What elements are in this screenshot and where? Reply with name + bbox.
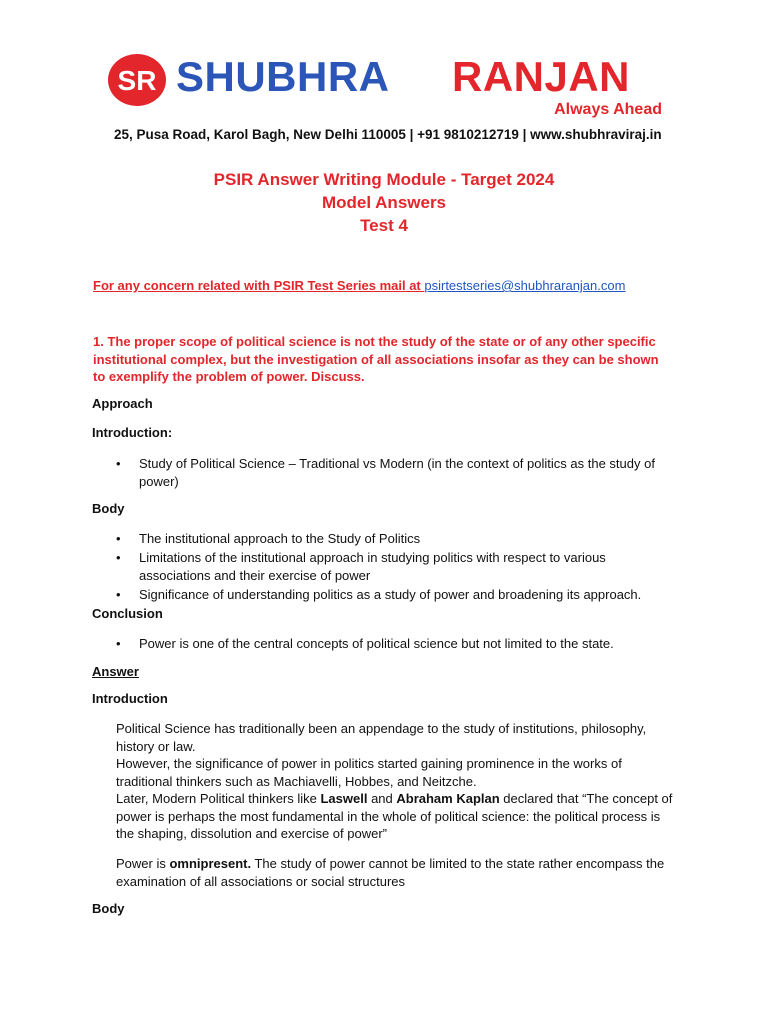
answer-introduction-text (116, 720, 676, 843)
paragraph-4: Power is omnipresent. The study of power cannot be limited to the state rather encompass the examination of all associations or social structures (116, 856, 665, 889)
answer-introduction-heading: Introduction (92, 691, 168, 706)
approach-body-heading: Body (92, 501, 125, 516)
contact-address: 25, Pusa Road, Karol Bagh, New Delhi 110005 | +91 9810212719 | www.shubhraviraj.in (114, 127, 662, 142)
bullet-text: Significance of understanding politics as a study of power and broadening its approach. (139, 587, 642, 602)
introduction-bullet-list (116, 455, 676, 491)
paragraph-1: Political Science has traditionally been an appendage to the study of institutions, philosophy, history or law. (116, 721, 647, 754)
body-bullet-list (116, 530, 676, 604)
answer-body-heading: Body (92, 901, 125, 916)
bullet-text: Limitations of the institutional approach in studying politics with respect to various associations and their exercise of power (139, 550, 606, 583)
bullet-icon: • (116, 636, 121, 651)
title-line-1: PSIR Answer Writing Module - Target 2024 (213, 170, 555, 189)
approach-conclusion-heading: Conclusion (92, 606, 163, 621)
bullet-icon: • (116, 550, 121, 565)
brand-name-second: RANJAN (452, 53, 631, 100)
brand-name-first: SHUBHRA (176, 53, 390, 100)
title-line-2: Model Answers (321, 193, 447, 212)
bullet-icon: • (116, 587, 121, 602)
concern-text: For any concern related with PSIR Test Series mail at (93, 278, 425, 293)
question-text: 1. The proper scope of political science is not the study of the state or of any other specific institutional complex, but the investigation of all associations insofar as they can be shown to exemplify the problem of power. Discuss. (93, 334, 659, 384)
approach-introduction-heading: Introduction: (92, 425, 173, 440)
thinker-name-kaplan: Abraham Kaplan (396, 791, 500, 806)
bullet-icon: • (116, 456, 121, 471)
omnipresent-emphasis: omnipresent. (169, 856, 252, 871)
bullet-icon: • (116, 531, 121, 546)
paragraph-2: However, the significance of power in politics started gaining prominence in the works of traditional thinkers such as Machiavelli, Hobbes, and Neitzche. (116, 756, 622, 789)
logo-letters: SR (117, 65, 157, 96)
list-item (116, 586, 676, 604)
email-link[interactable]: psirtestseries@shubhraranjan.com (424, 278, 626, 293)
conclusion-bullet-list (116, 635, 676, 653)
document-title (0, 168, 768, 237)
sr-logo-mark (108, 54, 166, 106)
thinker-name-laswell: Laswell (320, 791, 368, 806)
list-item (116, 549, 676, 585)
list-item (116, 455, 676, 491)
paragraph-3: Later, Modern Political thinkers like Laswell and Abraham Kaplan declared that “The concept of power is perhaps the most fundamental in the whole of political science: the political process is the shaping, dissolution and exercise of power” (116, 791, 673, 841)
title-line-3: Test 4 (360, 216, 408, 235)
answer-heading: Answer (92, 664, 139, 679)
brand-logo (108, 50, 668, 120)
list-item (116, 530, 676, 548)
list-item (116, 635, 676, 653)
brand-tagline: Always Ahead (554, 101, 662, 118)
bullet-text: Study of Political Science – Traditional vs Modern (in the context of politics as the study of power) (139, 456, 655, 489)
concern-notice (93, 278, 625, 294)
bullet-text: Power is one of the central concepts of political science but not limited to the state. (139, 636, 614, 651)
approach-heading: Approach (92, 396, 153, 411)
bullet-text: The institutional approach to the Study of Politics (139, 531, 421, 546)
